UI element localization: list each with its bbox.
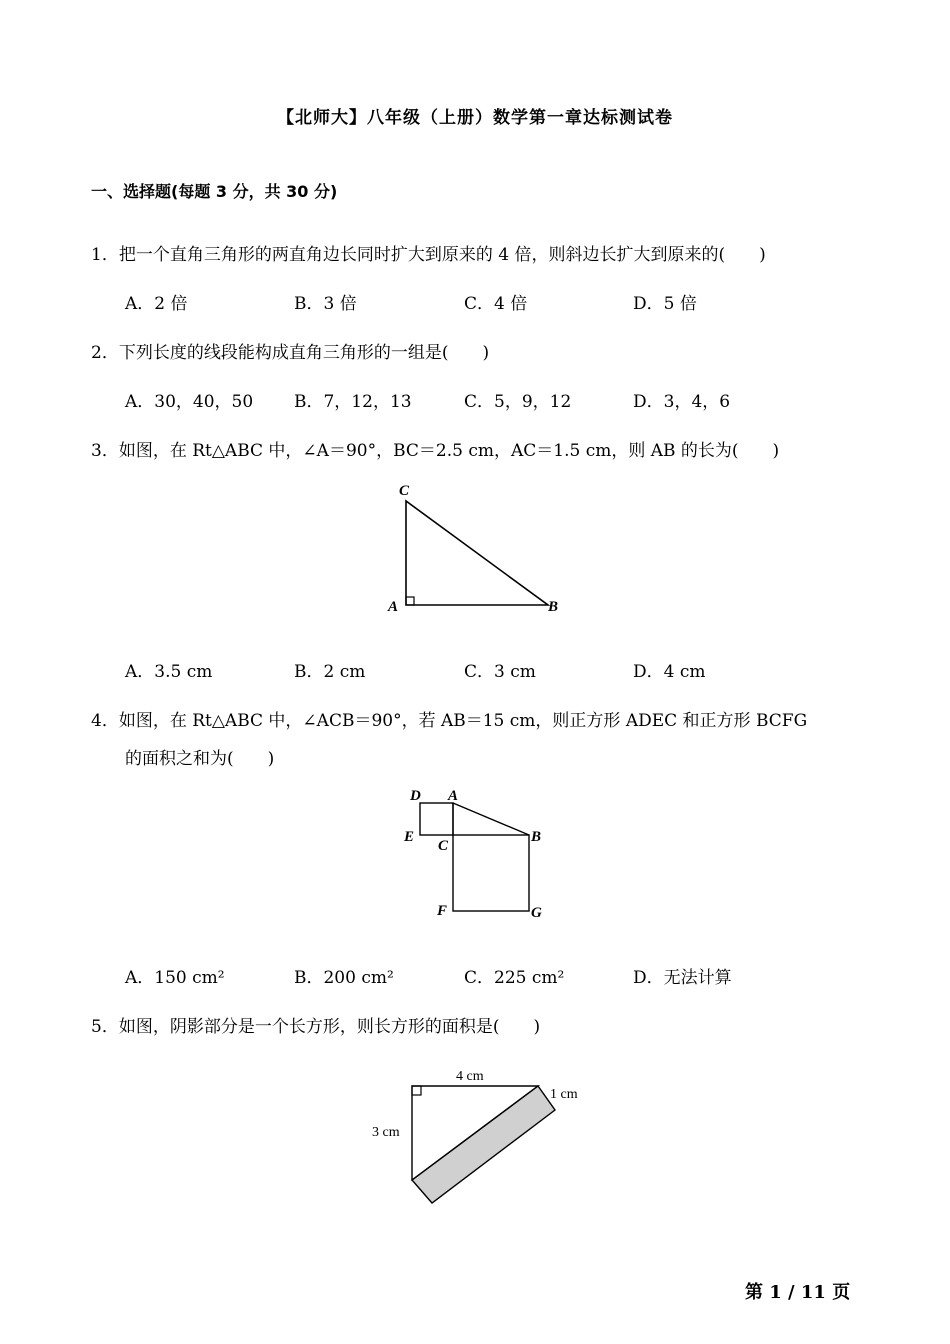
section-heading: 一、选择题(每题 3 分，共 30 分) — [91, 182, 338, 201]
question-2-text: 2．下列长度的线段能构成直角三角形的一组是( ) — [91, 343, 490, 363]
label-a: A — [388, 599, 399, 615]
q3-option-b: B．2 cm — [294, 662, 366, 682]
q2-option-b: B．7，12，13 — [294, 392, 412, 412]
label-c: C — [438, 838, 449, 854]
square-bcfg — [453, 835, 529, 911]
q4-option-c: C．225 cm² — [464, 968, 565, 988]
q3-option-d: D．4 cm — [633, 662, 706, 682]
label-g: G — [531, 905, 542, 921]
q5-rectangle-figure — [360, 1060, 600, 1210]
square-adec — [420, 803, 453, 835]
q4-option-a: A．150 cm² — [125, 968, 225, 988]
question-5-text: 5．如图，阴影部分是一个长方形，则长方形的面积是( ) — [91, 1017, 541, 1037]
q4-option-b: B．200 cm² — [294, 968, 394, 988]
q3-triangle-figure — [380, 475, 580, 620]
question-4-text: 4．如图，在 Rt△ABC 中，∠ACB＝90°，若 AB＝15 cm，则正方形 ADEC 和正方形 BCFG — [91, 711, 808, 731]
q1-option-d: D．5 倍 — [633, 294, 697, 314]
label-e: E — [404, 829, 415, 845]
page-number: 第 1 / 11 页 — [745, 1282, 851, 1303]
label-a: A — [448, 788, 459, 804]
right-angle-mark — [412, 1086, 421, 1095]
q1-option-a: A．2 倍 — [125, 294, 188, 314]
q4-squares-figure — [400, 783, 560, 928]
right-angle-mark — [406, 597, 414, 605]
q3-option-a: A．3.5 cm — [125, 662, 213, 682]
q1-option-c: C．4 倍 — [464, 294, 528, 314]
label-f: F — [437, 903, 448, 919]
label-d: D — [410, 788, 421, 804]
label-top-dim: 4 cm — [456, 1069, 484, 1084]
triangle-abc — [406, 501, 548, 605]
label-right-dim: 1 cm — [550, 1087, 578, 1102]
label-b: B — [548, 599, 559, 615]
q2-option-c: C．5，9，12 — [464, 392, 572, 412]
q4-option-d: D．无法计算 — [633, 968, 732, 988]
q3-option-c: C．3 cm — [464, 662, 536, 682]
label-c: C — [399, 483, 410, 499]
question-4-text-cont: 的面积之和为( ) — [125, 749, 275, 769]
page-title: 【北师大】八年级（上册）数学第一章达标测试卷 — [277, 108, 673, 128]
question-1-text: 1．把一个直角三角形的两直角边长同时扩大到原来的 4 倍，则斜边长扩大到原来的( ) — [91, 245, 766, 265]
label-left-dim: 3 cm — [372, 1125, 400, 1140]
q2-option-d: D．3，4，6 — [633, 392, 731, 412]
question-3-text: 3．如图，在 Rt△ABC 中，∠A＝90°，BC＝2.5 cm，AC＝1.5 cm，则 AB 的长为( ) — [91, 441, 780, 461]
shaded-rectangle — [412, 1086, 555, 1203]
label-b: B — [531, 829, 542, 845]
q1-option-b: B．3 倍 — [294, 294, 357, 314]
hypotenuse-ab — [453, 803, 529, 835]
q2-option-a: A．30，40，50 — [125, 392, 254, 412]
